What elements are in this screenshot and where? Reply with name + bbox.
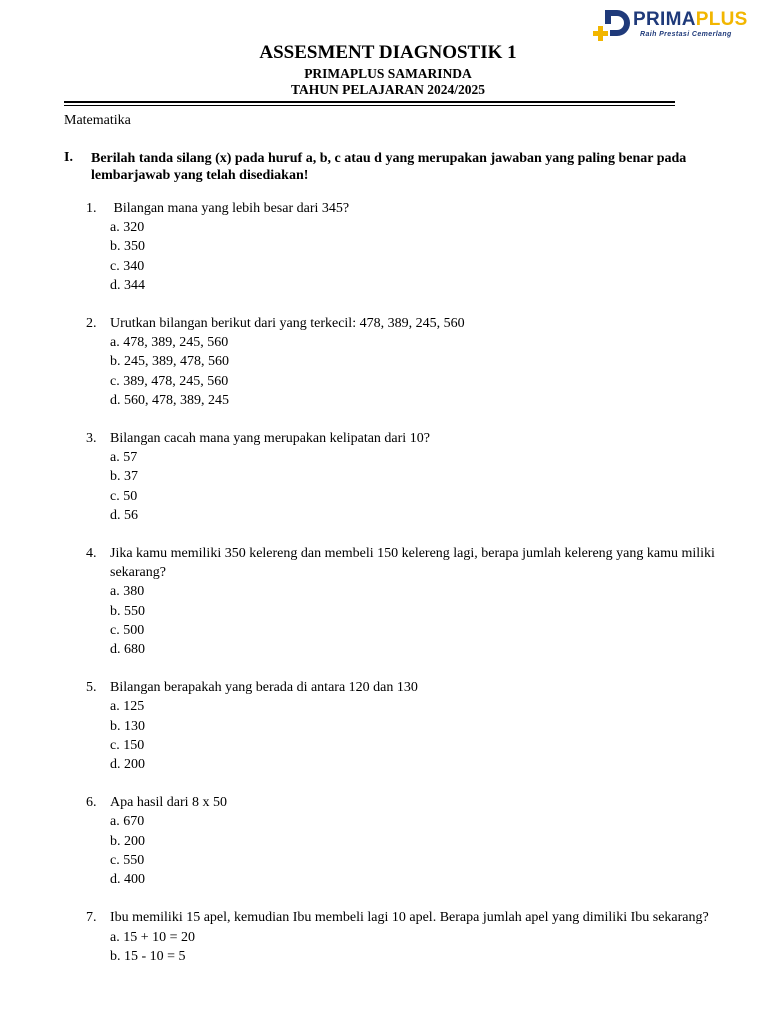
document-header [64, 40, 712, 98]
school-name: PRIMAPLUS SAMARINDA [304, 66, 472, 81]
answer-option-c: c. 550 [110, 852, 145, 868]
question-number: 3. [86, 431, 97, 447]
instruction-text: Berilah tanda silang (x) pada huruf a, b, c atau d yang merupakan jawaban yang paling benar pada lembarjawab yang telah disediakan! [91, 151, 687, 183]
answer-option-a: a. 380 [110, 584, 145, 600]
answer-option-d: d. 400 [110, 872, 145, 888]
question-number: 6. [86, 795, 97, 811]
answer-option-b: b. 350 [110, 239, 145, 255]
logo-mark-icon [593, 8, 633, 42]
answer-option-b: b. 245, 389, 478, 560 [110, 354, 229, 370]
answer-option-b: b. 130 [110, 718, 145, 734]
answer-option-c: c. 150 [110, 737, 145, 753]
question-4 [86, 544, 716, 659]
question-text: Jika kamu memiliki 350 kelereng dan membeli 150 kelereng lagi, berapa jumlah kelereng yang kamu miliki sekarang? [110, 546, 715, 581]
question-text: Bilangan cacah mana yang merupakan kelipatan dari 10? [110, 431, 430, 447]
answer-option-a: a. 670 [110, 814, 145, 830]
answer-option-c: c. 340 [110, 258, 145, 274]
answer-option-b: b. 15 - 10 = 5 [110, 948, 186, 964]
question-number: 4. [86, 546, 97, 562]
answer-option-b: b. 550 [110, 603, 145, 619]
answer-option-d: d. 200 [110, 757, 145, 773]
answer-option-c: c. 389, 478, 245, 560 [110, 373, 229, 389]
question-text: Ibu memiliki 15 apel, kemudian Ibu membeli lagi 10 apel. Berapa jumlah apel yang dimiliki Ibu sekarang? [110, 910, 709, 926]
answer-option-a: a. 15 + 10 = 20 [110, 929, 196, 945]
subject-label: Matematika [64, 113, 131, 128]
question-2 [86, 314, 716, 410]
question-number: 5. [86, 680, 97, 696]
answer-option-d: d. 344 [110, 277, 145, 293]
answer-option-b: b. 200 [110, 833, 145, 849]
answer-option-c: c. 50 [110, 488, 138, 504]
section-number: I. [64, 150, 73, 165]
logo-word-plus: PLUS [695, 9, 748, 30]
question-text: Urutkan bilangan berikut dari yang terkecil: 478, 389, 245, 560 [110, 316, 465, 332]
question-number: 2. [86, 316, 97, 332]
document-title: ASSESMENT DIAGNOSTIK 1 [259, 42, 517, 63]
question-text: Bilangan mana yang lebih besar dari 345? [110, 201, 350, 216]
question-number: 7. [86, 910, 97, 926]
section-instruction [64, 150, 704, 184]
header-rule-thick [64, 101, 675, 103]
question-3 [86, 429, 716, 525]
primaplus-logo [593, 8, 763, 42]
answer-option-a: a. 478, 389, 245, 560 [110, 335, 229, 351]
answer-option-d: d. 56 [110, 507, 138, 523]
academic-year: TAHUN PELAJARAN 2024/2025 [290, 82, 485, 97]
question-number: 1. [86, 201, 97, 216]
answer-option-a: a. 125 [110, 699, 145, 715]
answer-option-a: a. 57 [110, 450, 138, 466]
header-rule-thin [64, 105, 675, 106]
answer-option-a: a. 320 [110, 220, 145, 236]
answer-option-d: d. 680 [110, 642, 145, 658]
question-6 [86, 793, 716, 889]
question-1 [86, 199, 716, 295]
logo-tagline: Raih Prestasi Cemerlang [640, 31, 732, 38]
question-text: Apa hasil dari 8 x 50 [110, 795, 228, 811]
logo-wordmark [633, 9, 748, 31]
answer-option-b: b. 37 [110, 469, 138, 485]
answer-option-d: d. 560, 478, 389, 245 [110, 392, 229, 408]
question-7 [86, 908, 716, 966]
logo-word-prima: PRIMA [633, 9, 696, 30]
question-list [86, 199, 716, 985]
question-5 [86, 678, 716, 774]
question-text: Bilangan berapakah yang berada di antara 120 dan 130 [110, 680, 418, 696]
answer-option-c: c. 500 [110, 622, 145, 638]
